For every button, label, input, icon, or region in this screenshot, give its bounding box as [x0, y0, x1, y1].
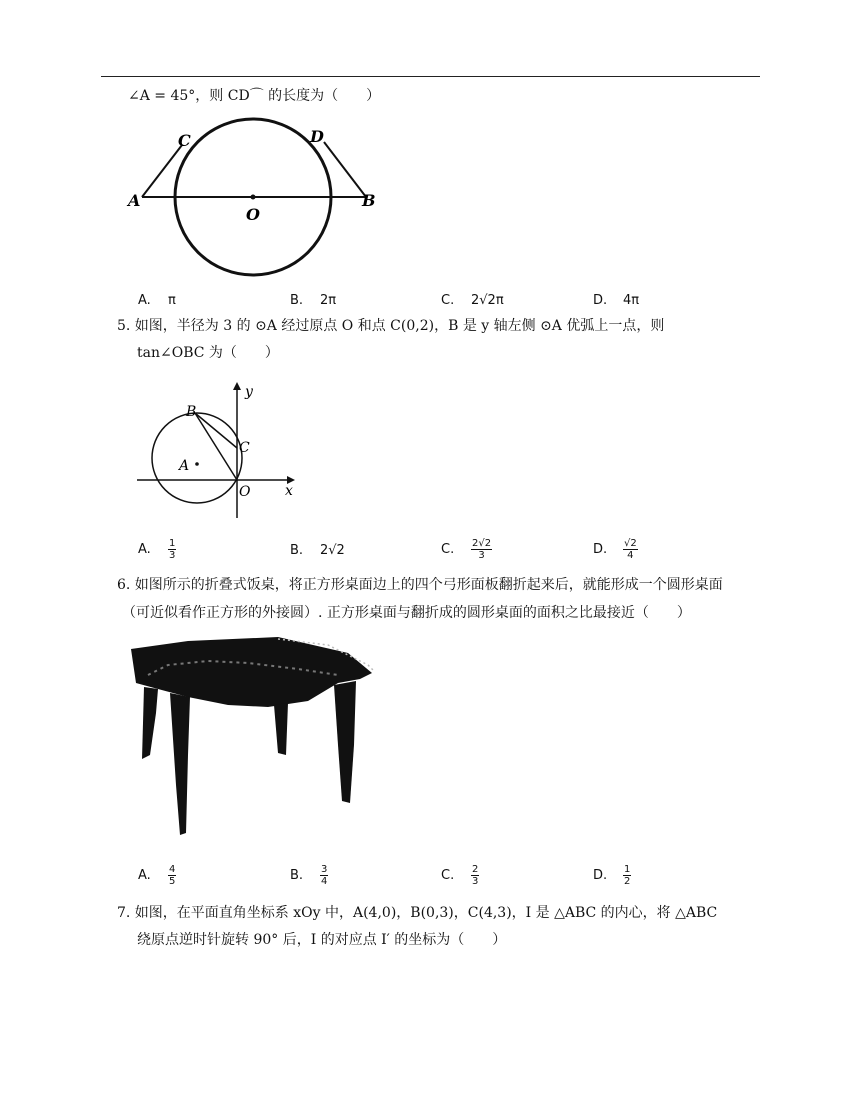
q5-line-bc — [195, 413, 237, 448]
q5-circle — [152, 413, 242, 503]
q5-label-c: C — [239, 440, 250, 456]
q5-line1: 5. 如图，半径为 3 的 ⊙A 经过原点 O 和点 C(0,2)，B 是 y 轴左侧 ⊙A 优弧上一点，则 — [117, 318, 665, 334]
q5-label-b: B — [186, 404, 197, 420]
q5-label-x: x — [285, 483, 293, 499]
q4-option-a[interactable]: A. π — [138, 293, 176, 308]
q4-figure — [120, 112, 390, 282]
q6-table-image — [128, 635, 388, 840]
q4-option-c[interactable]: C. 2√2π — [441, 293, 504, 308]
q5-line2: tan∠OBC 为（ ） — [137, 345, 279, 361]
q6-line1: 6. 如图所示的折叠式饭桌，将正方形桌面边上的四个弓形面板翻折起来后，就能形成一个圆形桌面 — [117, 577, 723, 593]
q5-center-dot — [195, 462, 199, 466]
q4-option-b[interactable]: B. 2π — [290, 293, 337, 308]
q4-stem: ∠A = 45°，则 CD⌒ 的长度为（ ） — [128, 88, 381, 104]
q6-line2: （可近似看作正方形的外接圆）. 正方形桌面与翻折成的圆形桌面的面积之比最接近（ ） — [122, 605, 691, 621]
q4-label-o: O — [246, 205, 260, 224]
q5-option-b[interactable]: B. 2√2 — [290, 543, 345, 558]
q4-center-dot — [251, 195, 256, 200]
q6-option-a[interactable]: A. $\frac{4}{5}$ — [138, 864, 176, 887]
q4-option-d[interactable]: D. 4π — [593, 293, 640, 308]
q5-label-a: A — [179, 458, 190, 474]
q6-option-b[interactable]: B. $\frac{3}{4}$ — [290, 864, 328, 887]
q5-option-c[interactable]: C. $\frac{2√2}{3}$ — [441, 538, 492, 561]
header-rule — [101, 76, 760, 77]
q5-label-o: O — [239, 484, 251, 500]
q7-line2: 绕原点逆时针旋转 90° 后，I 的对应点 I′ 的坐标为（ ） — [137, 932, 507, 948]
q5-line-bo — [195, 413, 237, 480]
q4-label-a: A — [128, 191, 141, 210]
q5-option-d[interactable]: D. $\frac{√2}{4}$ — [593, 538, 637, 561]
q5-option-a[interactable]: A. $\frac{1}{3}$ — [138, 538, 176, 561]
q5-figure — [135, 378, 300, 523]
q4-label-c: C — [178, 131, 191, 150]
q6-option-d[interactable]: D. $\frac{1}{2}$ — [593, 864, 631, 887]
q4-label-b: B — [362, 191, 376, 210]
q4-label-d: D — [310, 127, 324, 146]
q5-label-y: y — [245, 384, 253, 400]
q6-option-c[interactable]: C. $\frac{2}{3}$ — [441, 864, 479, 887]
q7-line1: 7. 如图，在平面直角坐标系 xOy 中，A(4,0)，B(0,3)，C(4,3)，I 是 △ABC 的内心，将 △ABC — [117, 905, 718, 921]
